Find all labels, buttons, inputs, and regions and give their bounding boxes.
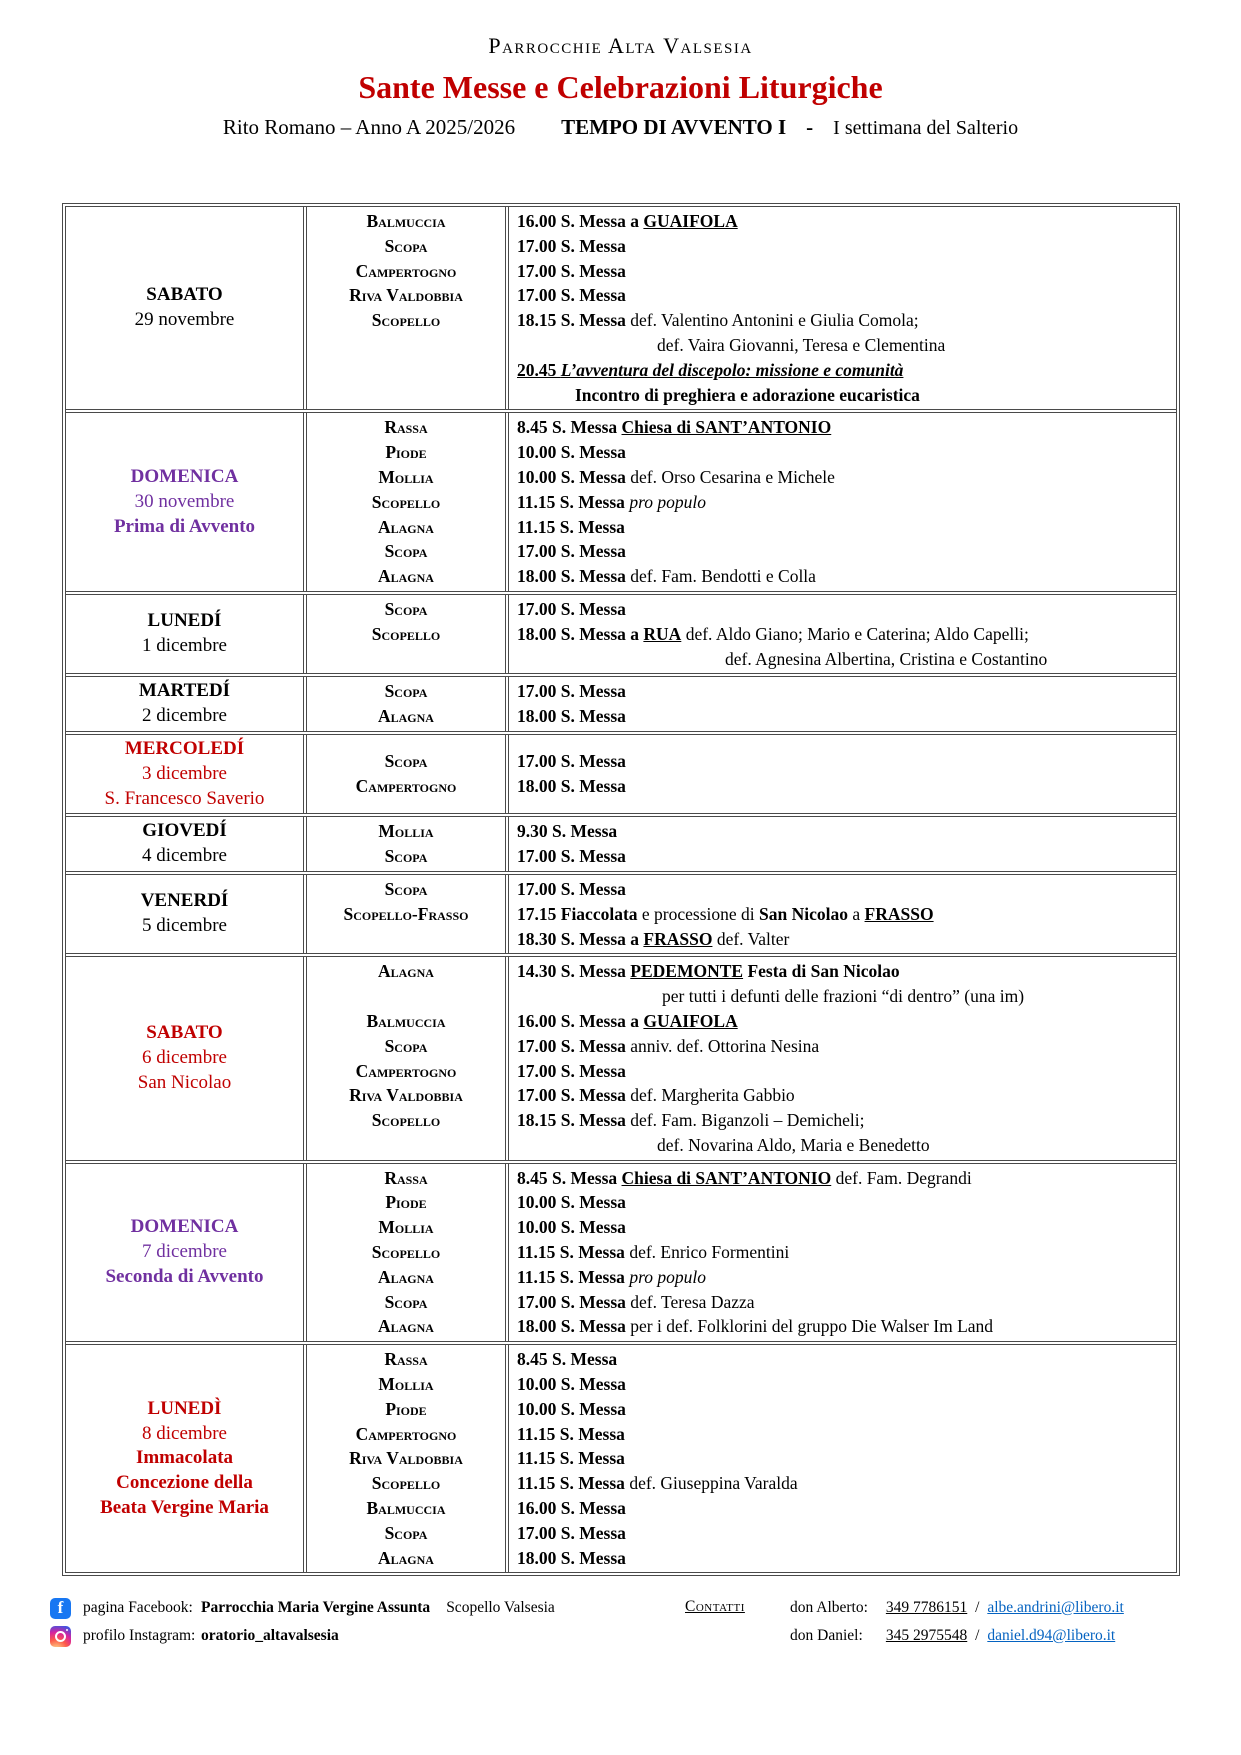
schedule-line: 17.00 S. Messa — [517, 235, 626, 256]
day-line: San Nicolao — [137, 1071, 232, 1093]
schedule-line: 11.15 S. Messa — [517, 516, 625, 537]
location-label: Alagna — [378, 1266, 434, 1287]
day-line: S. Francesco Saverio — [104, 787, 265, 809]
location-label: Alagna — [378, 566, 434, 587]
location-label: Scopello — [371, 310, 441, 331]
schedule-line: 9.30 S. Messa — [517, 821, 618, 842]
location-label: Piode — [385, 442, 427, 463]
contact-line — [790, 1594, 1124, 1622]
times-cell — [505, 413, 1176, 591]
day-line: Concezione della — [116, 1472, 253, 1494]
schedule-line: 8.45 S. Messa Chiesa di SANT’ANTONIO — [517, 417, 832, 438]
schedule-line: def. Agnesina Albertina, Cristina e Costantino — [725, 648, 1048, 669]
day-cell — [66, 957, 303, 1159]
table-row — [66, 1341, 1176, 1572]
schedule-line: 17.00 S. Messa — [517, 878, 626, 899]
table-row — [66, 813, 1176, 871]
schedule-line: 11.15 S. Messa def. Giuseppina Varalda — [517, 1473, 798, 1494]
location-label: Scopa — [384, 1522, 428, 1543]
locations-cell — [303, 957, 505, 1159]
table-row — [66, 409, 1176, 591]
instagram-label: profilo Instagram: — [83, 1627, 196, 1644]
location-label: Alagna — [378, 961, 434, 982]
location-label: Balmuccia — [366, 211, 446, 231]
contact-separator: / — [975, 1627, 980, 1644]
locations-cell — [303, 1164, 505, 1342]
document-header — [0, 33, 1241, 140]
location-label — [404, 333, 408, 358]
contacts-heading: Contatti — [685, 1598, 745, 1615]
schedule-line: 10.00 S. Messa def. Orso Cesarina e Michele — [517, 466, 835, 487]
day-line: Prima di Avvento — [113, 515, 256, 537]
table-row — [66, 953, 1176, 1159]
schedule-line: per tutti i defunti delle frazioni “di dentro” (una im) — [662, 986, 1025, 1007]
schedule-line: 18.00 S. Messa def. Fam. Bendotti e Colla — [517, 566, 816, 587]
table-row — [66, 207, 1176, 409]
location-label: Balmuccia — [366, 1010, 446, 1031]
day-line: LUNEDÌ — [147, 1397, 222, 1419]
day-cell — [66, 207, 303, 409]
location-label: Scopello — [371, 1242, 441, 1263]
schedule-line: 17.15 Fiaccolata e processione di San Nicolao a FRASSO — [517, 903, 934, 924]
day-cell — [66, 875, 303, 953]
contact-name: don Daniel: — [790, 1627, 863, 1644]
day-line: 2 dicembre — [142, 705, 227, 727]
schedule-line: 17.00 S. Messa def. Margherita Gabbio — [517, 1085, 795, 1106]
schedule-line: def. Vaira Giovanni, Teresa e Clementina — [657, 334, 946, 355]
social-block — [50, 1594, 555, 1650]
location-label: Scopello — [371, 1110, 441, 1131]
day-line: SABATO — [146, 284, 223, 306]
location-label: Mollia — [378, 1374, 434, 1395]
locations-cell — [303, 677, 505, 731]
schedule-line: 20.45 L’avventura del discepolo: missione e comunità — [517, 359, 904, 380]
schedule-line: 11.15 S. Messa pro populo — [517, 491, 706, 512]
location-label: Scopa — [384, 1035, 428, 1056]
day-line: 5 dicembre — [142, 915, 227, 937]
table-row — [66, 731, 1176, 813]
parish-name: Parrocchie Alta Valsesia — [488, 33, 753, 58]
schedule-line: 17.00 S. Messa — [517, 285, 626, 306]
location-label: Alagna — [378, 1316, 434, 1337]
location-label: Mollia — [378, 466, 434, 487]
day-line: 7 dicembre — [142, 1241, 227, 1263]
table-row — [66, 591, 1176, 673]
location-label: Mollia — [378, 1217, 434, 1238]
day-line: Immacolata — [135, 1447, 234, 1469]
day-cell — [66, 413, 303, 591]
facebook-row — [50, 1594, 555, 1622]
schedule-line: 18.00 S. Messa per i def. Folklorini del gruppo Die Walser Im Land — [517, 1316, 994, 1337]
day-line: 6 dicembre — [142, 1047, 227, 1069]
schedule-line: 16.00 S. Messa a GUAIFOLA — [517, 1010, 738, 1031]
subtitle-dash: - — [806, 115, 814, 139]
day-line: DOMENICA — [130, 465, 239, 487]
location-label: Scopa — [384, 681, 428, 702]
location-label: Scopa — [384, 235, 428, 256]
day-line: 8 dicembre — [142, 1422, 227, 1444]
schedule-line: 18.30 S. Messa a FRASSO def. Valter — [517, 928, 790, 949]
location-label — [404, 383, 408, 408]
schedule-line: 17.00 S. Messa — [517, 598, 626, 619]
contact-email-link[interactable]: daniel.d94@libero.it — [987, 1627, 1116, 1644]
location-label: Scopello — [371, 623, 441, 644]
schedule-line: 18.15 S. Messa def. Fam. Biganzoli – Demicheli; — [517, 1110, 865, 1131]
day-cell — [66, 595, 303, 673]
contact-separator: / — [975, 1599, 980, 1616]
location-label: Scopa — [384, 598, 428, 619]
location-label: Scopa — [384, 1291, 428, 1312]
times-cell — [505, 817, 1176, 871]
locations-cell — [303, 207, 505, 409]
locations-cell — [303, 595, 505, 673]
day-line: MERCOLEDÍ — [124, 737, 245, 759]
day-line: DOMENICA — [130, 1216, 239, 1238]
location-label: Campertogno — [355, 1423, 457, 1444]
location-label: Campertogno — [355, 1060, 457, 1081]
location-label: Riva Valdobbia — [349, 285, 463, 306]
times-cell — [505, 1164, 1176, 1342]
day-line: 4 dicembre — [142, 845, 227, 867]
day-line: GIOVEDÍ — [142, 820, 227, 842]
schedule-line: def. Novarina Aldo, Maria e Benedetto — [657, 1134, 930, 1155]
times-cell — [505, 677, 1176, 731]
location-label: Riva Valdobbia — [349, 1448, 463, 1469]
schedule-line: 18.15 S. Messa def. Valentino Antonini e Giulia Comola; — [517, 310, 919, 331]
locations-cell — [303, 875, 505, 953]
day-line: 1 dicembre — [142, 635, 227, 657]
instagram-profile-name: oratorio_altavalsesia — [201, 1627, 339, 1644]
contacts-block — [790, 1594, 1124, 1650]
times-cell — [505, 957, 1176, 1159]
day-line: SABATO — [146, 1022, 223, 1044]
location-label: Alagna — [378, 706, 434, 727]
location-label: Balmuccia — [366, 1498, 446, 1519]
location-label — [404, 1133, 408, 1158]
day-cell — [66, 735, 303, 813]
day-line: VENERDÍ — [140, 890, 229, 912]
schedule-line: 10.00 S. Messa — [517, 442, 626, 463]
table-row — [66, 871, 1176, 953]
instagram-icon — [50, 1626, 71, 1647]
locations-cell — [303, 817, 505, 871]
locations-cell — [303, 1345, 505, 1572]
schedule-line: 18.00 S. Messa a RUA def. Aldo Giano; Mario e Caterina; Aldo Capelli; — [517, 623, 1029, 644]
season-label: TEMPO DI AVVENTO I — [561, 115, 787, 139]
schedule-line: 11.15 S. Messa — [517, 1448, 625, 1469]
schedule-line: 17.00 S. Messa — [517, 260, 626, 281]
schedule-line: 17.00 S. Messa def. Teresa Dazza — [517, 1291, 755, 1312]
schedule-line: 11.15 S. Messa pro populo — [517, 1266, 706, 1287]
schedule-line: 18.00 S. Messa — [517, 1547, 626, 1568]
schedule-line: 18.00 S. Messa — [517, 776, 626, 797]
location-label: Scopello — [371, 491, 441, 512]
location-label — [404, 927, 408, 952]
schedule-line: 17.00 S. Messa — [517, 751, 626, 772]
schedule-line: 8.45 S. Messa Chiesa di SANT’ANTONIO def. Fam. Degrandi — [517, 1167, 972, 1188]
times-cell — [505, 735, 1176, 813]
location-label: Piode — [385, 1192, 427, 1213]
schedule-line: 17.00 S. Messa — [517, 681, 626, 702]
page-title: Sante Messe e Celebrazioni Liturgiche — [358, 69, 883, 105]
day-line: 29 novembre — [134, 309, 235, 331]
schedule-line: 11.15 S. Messa — [517, 1423, 625, 1444]
location-label — [404, 984, 408, 1009]
instagram-row — [50, 1622, 555, 1650]
contact-name: don Alberto: — [790, 1599, 868, 1616]
schedule-line: 11.15 S. Messa def. Enrico Formentini — [517, 1242, 790, 1263]
times-cell — [505, 875, 1176, 953]
schedule-line: 17.00 S. Messa — [517, 846, 626, 867]
day-line: LUNEDÍ — [147, 610, 222, 632]
day-line: Beata Vergine Maria — [100, 1497, 269, 1519]
location-label: Scopello — [371, 1473, 441, 1494]
location-label: Rassa — [384, 1349, 428, 1370]
times-cell — [505, 1345, 1176, 1572]
facebook-page-location: Scopello Valsesia — [446, 1599, 555, 1616]
times-cell — [505, 595, 1176, 673]
schedule-line: 17.00 S. Messa — [517, 1060, 626, 1081]
day-line: Seconda di Avvento — [105, 1265, 264, 1287]
day-cell — [66, 817, 303, 871]
schedule-line: 16.00 S. Messa — [517, 1498, 626, 1519]
location-label: Mollia — [378, 821, 434, 842]
location-label: Alagna — [378, 516, 434, 537]
schedule-line: 14.30 S. Messa PEDEMONTE Festa di San Nicolao — [517, 961, 900, 982]
locations-cell — [303, 413, 505, 591]
schedule-line: 10.00 S. Messa — [517, 1192, 626, 1213]
location-label: Riva Valdobbia — [349, 1085, 463, 1106]
times-cell — [505, 207, 1176, 409]
schedule-line: Incontro di preghiera e adorazione eucaristica — [575, 384, 920, 405]
psalter-week-label: I settimana del Salterio — [833, 117, 1019, 139]
day-line: 3 dicembre — [142, 762, 227, 784]
location-label: Scopello-Frasso — [343, 903, 469, 924]
schedule-line: 18.00 S. Messa — [517, 706, 626, 727]
location-label — [404, 358, 408, 383]
schedule-line: 17.00 S. Messa anniv. def. Ottorina Nesina — [517, 1035, 820, 1056]
day-cell — [66, 1164, 303, 1342]
location-label: Campertogno — [355, 776, 457, 797]
facebook-page-name: Parrocchia Maria Vergine Assunta — [201, 1599, 431, 1616]
schedule-line: 10.00 S. Messa — [517, 1398, 626, 1419]
schedule-line: 8.45 S. Messa — [517, 1349, 618, 1370]
contact-email-link[interactable]: albe.andrini@libero.it — [987, 1599, 1124, 1616]
schedule-line: 10.00 S. Messa — [517, 1217, 626, 1238]
location-label: Piode — [385, 1398, 427, 1419]
schedule-table — [62, 203, 1180, 1576]
table-row — [66, 1160, 1176, 1342]
schedule-line: 17.00 S. Messa — [517, 1522, 626, 1543]
contact-phone: 345 2975548 — [885, 1627, 968, 1644]
locations-cell — [303, 735, 505, 813]
schedule-line: 17.00 S. Messa — [517, 541, 626, 562]
facebook-label: pagina Facebook: — [83, 1599, 193, 1616]
contact-phone: 349 7786151 — [885, 1599, 968, 1616]
day-line: 30 novembre — [134, 490, 235, 512]
location-label: Alagna — [378, 1547, 434, 1568]
location-label: Scopa — [384, 751, 428, 772]
table-row — [66, 673, 1176, 731]
day-cell — [66, 677, 303, 731]
subtitle-row — [0, 115, 1241, 140]
schedule-line: 10.00 S. Messa — [517, 1374, 626, 1395]
location-label: Rassa — [384, 1167, 428, 1188]
day-cell — [66, 1345, 303, 1572]
location-label — [404, 647, 408, 672]
location-label: Campertogno — [355, 260, 457, 281]
location-label: Rassa — [384, 417, 428, 438]
location-label: Scopa — [384, 846, 428, 867]
location-label: Scopa — [384, 541, 428, 562]
facebook-icon — [50, 1598, 71, 1619]
day-line: MARTEDÍ — [138, 680, 231, 702]
rite-year-label: Rito Romano – Anno A 2025/2026 — [222, 115, 516, 139]
location-label: Scopa — [384, 878, 428, 899]
contact-line — [790, 1622, 1124, 1650]
schedule-line: 16.00 S. Messa a GUAIFOLA — [517, 211, 738, 231]
